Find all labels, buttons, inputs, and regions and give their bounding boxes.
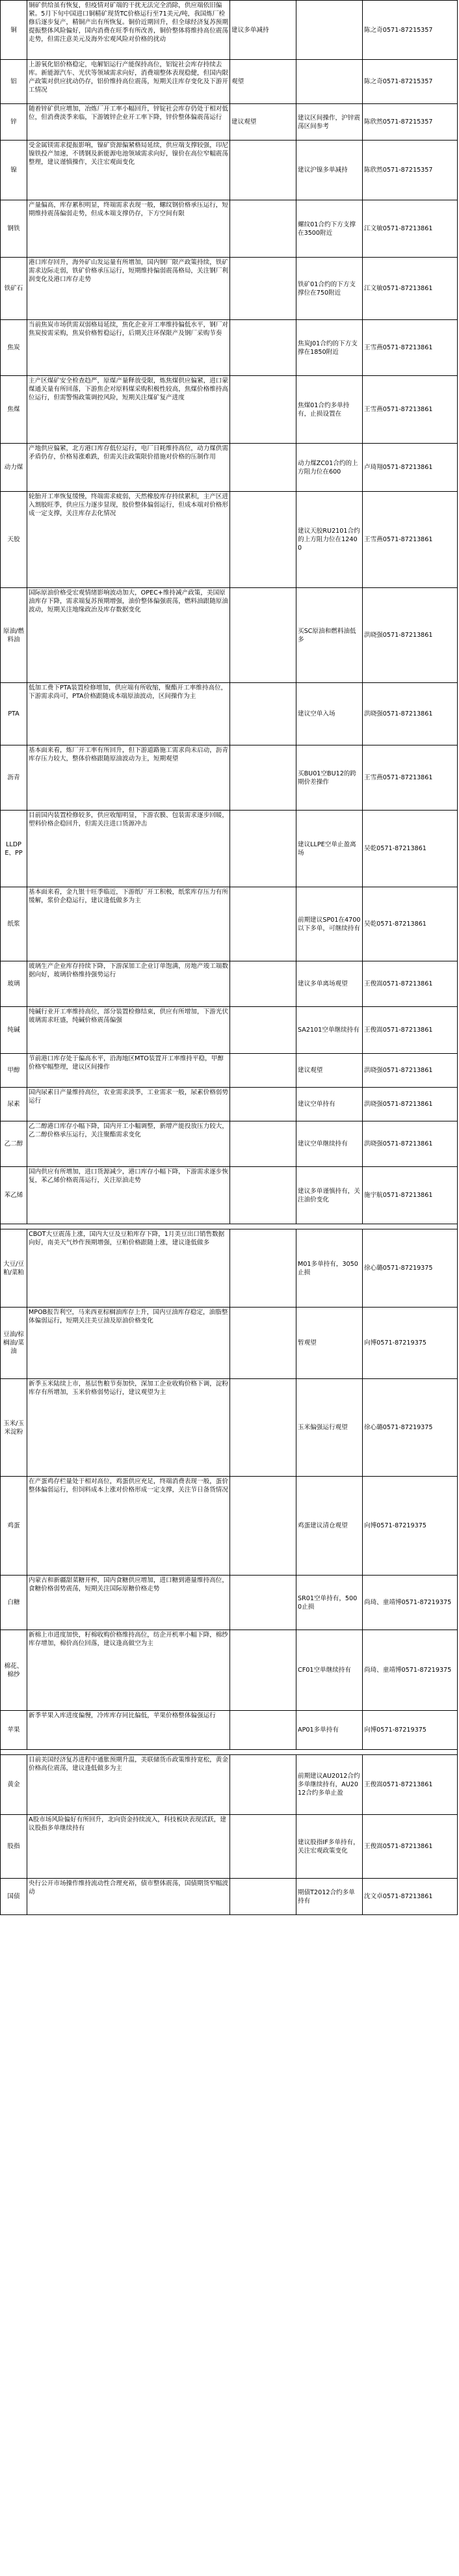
view-cell — [230, 1308, 296, 1379]
contact-cell — [363, 1308, 458, 1379]
cell-text: 尚琦、童靖博0571-87219375 — [364, 1667, 452, 1674]
cell-text: 焦煤 — [7, 406, 20, 413]
view-cell — [230, 745, 296, 811]
cell-text: 随着锌矿供应增加，冶炼厂开工率小幅回升，锌锭社会库存仍处于相对低位，但消费淡季来临，下游镀锌企业开工率下降，锌价整体偏震荡运行 — [29, 105, 228, 121]
remark-cell — [296, 320, 363, 376]
cell-text: 主产区煤矿安全检查趋严，原煤产量释放受限，炼焦煤供应偏紧，进口蒙煤通关量有所回落，下游焦企对原料煤采购积极性较高，焦煤价格维持高位运行，但需警惕政策调控风险，短期关注煤矿复产进度 — [29, 377, 228, 401]
cell-text: 吴乾0571-87213861 — [364, 920, 426, 928]
analysis-cell — [27, 1088, 230, 1121]
cell-text: 买BU01空BU12的跨期价差操作 — [298, 770, 356, 786]
cell-text: 锌 — [10, 118, 17, 126]
remark-cell — [296, 492, 363, 588]
cell-text: 玉米偏强运行观望 — [298, 1424, 348, 1431]
cell-text: 买SC原油和燃料油低多 — [298, 627, 356, 643]
cell-text: 铜矿供给虽有恢复，但疫情对矿端的干扰无法完全消除，供应端依旧偏紧。5月下旬中国进口铜精矿现货TC价格运行至71美元/吨，我国炼厂检修后逐步复产，精铜产出有所恢复。铜价近期回升，但全球经济复苏预期提振整体风险偏好，国内消费在旺季有所改善，铜价整体将维持高位震荡走势，但需注意美元及海外宏观风险对价格的扰动 — [29, 2, 228, 43]
contact-cell — [363, 1879, 458, 1915]
cell-text: 铜 — [10, 26, 17, 34]
cell-text: 向博0571-87219375 — [364, 1522, 426, 1529]
cell-text: 甲醇 — [7, 1067, 20, 1074]
cell-text: 内蒙古和新疆甜菜糖开榨，国内食糖供应增加，进口糖到港量维持高位，食糖价格弱势震荡，短期关注国际原糖价格走势 — [29, 1577, 228, 1592]
cell-text: 纸浆 — [7, 920, 20, 928]
remark-cell — [296, 683, 363, 745]
contact-cell — [363, 1054, 458, 1088]
contact-cell — [363, 1121, 458, 1167]
cell-text: 受金属镁需求提振影响，镍矿资源偏紧格局延续，供应端支撑较强，印尼镍铁投产加速，不锈钢及新能源电池领域需求向好，镍价在高位窄幅震荡整理，建议谨慎操作，关注宏观面变化 — [29, 142, 228, 166]
view-cell — [230, 1054, 296, 1088]
contact-cell — [363, 1630, 458, 1711]
analysis-cell — [27, 1308, 230, 1379]
analysis-cell — [27, 1815, 230, 1879]
view-cell — [230, 200, 296, 258]
analysis-cell — [27, 492, 230, 588]
remark-cell — [296, 1815, 363, 1879]
commodity-cell — [0, 1054, 27, 1088]
commodity-cell — [0, 588, 27, 683]
commodity-cell — [0, 1630, 27, 1711]
cell-text: SR01空单持有，5000止损 — [298, 1594, 358, 1611]
commodity-cell — [0, 1711, 27, 1750]
commodity-cell — [0, 683, 27, 745]
cell-text: 沥青 — [7, 774, 20, 781]
cell-text: 目前国内装置检修较多，供应收缩明显，下游农膜、包装需求逐步回暖，塑料价格企稳回升，但需关注进口货源冲击 — [29, 812, 228, 827]
cell-text: 产地供应偏紧，北方港口库存低位运行，电厂日耗维持高位，动力煤供需矛盾仍存，价格易涨难跌，但需关注政策限价措施对价格的压制作用 — [29, 445, 228, 461]
commodity-cell — [0, 1576, 27, 1630]
cell-text: 铝 — [10, 78, 17, 85]
contact-cell — [363, 1477, 458, 1576]
cell-text: 新季苹果入库进度偏慢，冷库库存同比偏低，苹果价格整体偏强运行 — [29, 1712, 216, 1719]
cell-text: 建议空单入场 — [298, 710, 335, 718]
contact-cell — [363, 376, 458, 444]
commodity-cell — [0, 811, 27, 887]
analysis-cell — [27, 1477, 230, 1576]
contact-cell — [363, 1379, 458, 1477]
view-cell — [230, 1879, 296, 1915]
remark-cell — [296, 811, 363, 887]
cell-text: 在产蛋鸡存栏量处于相对高位，鸡蛋供应充足，终端消费表现一般，蛋价整体偏弱运行，但饲料成本上涨对价格形成一定支撑，关注节日备货情况 — [29, 1478, 228, 1494]
view-cell — [230, 376, 296, 444]
commodity-cell — [0, 1477, 27, 1576]
cell-text: 焦炭 — [7, 344, 20, 351]
cell-text: 国债 — [7, 1893, 20, 1900]
analysis-cell — [27, 887, 230, 961]
commodity-cell — [0, 492, 27, 588]
cell-text: 苯乙烯 — [4, 1192, 23, 1199]
remark-cell — [296, 961, 363, 1007]
commodity-cell — [0, 1007, 27, 1054]
commodity-cell — [0, 60, 27, 104]
remark-cell — [296, 141, 363, 200]
cell-text: 王雪燕0571-87213861 — [364, 344, 433, 351]
cell-text: 王俊嵩0571-87213861 — [364, 1026, 433, 1034]
analysis-cell — [27, 588, 230, 683]
view-cell — [230, 1576, 296, 1630]
cell-text: 铁矿01合约的下方支撑位在750附近 — [298, 280, 356, 297]
contact-cell — [363, 1167, 458, 1224]
view-cell — [230, 0, 296, 60]
view-cell — [230, 60, 296, 104]
contact-cell — [363, 887, 458, 961]
remark-cell — [296, 1379, 363, 1477]
view-cell — [230, 588, 296, 683]
remark-cell — [296, 376, 363, 444]
view-cell — [230, 1229, 296, 1308]
remark-cell — [296, 1167, 363, 1224]
cell-text: 乙二醇港口库存小幅下降，国内开工小幅调整，新增产能投放压力较大，乙二醇价格承压运行，关注聚酯需求变化 — [29, 1123, 228, 1138]
cell-text: 尚琦、童靖博0571-87219375 — [364, 1599, 452, 1606]
commodity-cell — [0, 1121, 27, 1167]
view-cell — [230, 320, 296, 376]
cell-text: 洪晓强0571-87213861 — [364, 1140, 433, 1147]
cell-text: 洪晓强0571-87213861 — [364, 1067, 433, 1074]
cell-text: 国内供应有所增加，进口货源减少，港口库存小幅下降，下游需求逐步恢复，苯乙烯价格震荡运行，关注原油走势 — [29, 1168, 228, 1184]
cell-text: 当前焦炭市场供需双弱格局延续，焦化企业开工率维持偏低水平，钢厂对焦炭按需采购，焦炭价格暂稳运行，后期关注环保限产及钢厂采购节奏 — [29, 321, 228, 337]
commodity-cell — [0, 258, 27, 320]
view-cell — [230, 1121, 296, 1167]
cell-text: 向博0571-87219375 — [364, 1339, 426, 1347]
analysis-cell — [27, 1576, 230, 1630]
cell-text: 节前港口库存处于偏高水平，沿海地区MTO装置开工率维持平稳，甲醇价格窄幅整理，建议区间操作 — [29, 1055, 224, 1071]
view-cell — [230, 1711, 296, 1750]
cell-text: CBOT大豆震荡上涨，国内大豆及豆粕库存下降，1月美豆出口销售数据向好，南美天气炒作预期增强，豆粕价格跟随上涨，建议逢低做多 — [29, 1231, 225, 1246]
cell-text: 建议多单谨慎持有，关注油价变化 — [298, 1187, 360, 1203]
cell-text: 陈欣然0571-87215357 — [364, 167, 433, 174]
cell-text: 建议空单持有 — [298, 1101, 335, 1108]
view-cell — [230, 1815, 296, 1879]
cell-text: 建议观望 — [298, 1067, 323, 1074]
cell-text: 大豆/豆粕/菜粕 — [3, 1260, 24, 1276]
analysis-cell — [27, 1229, 230, 1308]
remark-cell — [296, 1711, 363, 1750]
cell-text: 上游氧化铝价格稳定，电解铝运行产能保持高位，铝锭社会库存持续去库。新能源汽车、光伏等领域需求向好，消费端整体表现稳健，但国内限产政策对供应扰动仍存，铝价维持高位震荡，短期关注库存变化及下游开工情况 — [29, 61, 228, 94]
commodity-cell — [0, 961, 27, 1007]
remark-cell — [296, 1007, 363, 1054]
analysis-cell — [27, 683, 230, 745]
cell-text: 建议观望 — [231, 118, 257, 126]
cell-text: 央行公开市场操作维持流动性合理充裕，债市整体震荡，国债期货窄幅波动 — [29, 1880, 228, 1896]
contact-cell — [363, 444, 458, 492]
cell-text: SA2101空单继续持有 — [298, 1026, 360, 1034]
view-cell — [230, 1477, 296, 1576]
view-cell — [230, 444, 296, 492]
cell-text: 陈之奇0571-87215357 — [364, 26, 433, 34]
section-separator — [0, 1224, 458, 1229]
remark-cell — [296, 1054, 363, 1088]
commodity-cell — [0, 141, 27, 200]
cell-text: 期债T2012合约多单持有 — [298, 1888, 355, 1905]
cell-text: MPOB报告利空，马来西亚棕榈油库存上升，国内豆油库存稳定，油脂整体偏弱运行，短期关注美豆油及原油价格变化 — [29, 1309, 228, 1324]
cell-text: 动力煤ZC01合约的上方阻力位在600 — [298, 459, 358, 476]
view-cell — [230, 1088, 296, 1121]
cell-text: 尿素 — [7, 1101, 20, 1108]
analysis-cell — [27, 1054, 230, 1088]
view-cell — [230, 1630, 296, 1711]
view-cell — [230, 492, 296, 588]
remark-cell — [296, 200, 363, 258]
contact-cell — [363, 1088, 458, 1121]
contact-cell — [363, 683, 458, 745]
view-cell — [230, 1167, 296, 1224]
analysis-cell — [27, 376, 230, 444]
cell-text: 卢琦翔0571-87213861 — [364, 464, 433, 471]
cell-text: 王俊嵩0571-87213861 — [364, 980, 433, 987]
cell-text: 向博0571-87219375 — [364, 1726, 426, 1734]
cell-text: 徐心璐0571-87219375 — [364, 1265, 433, 1272]
cell-text: 陈之奇0571-87215357 — [364, 78, 433, 85]
cell-text: 焦炭J01合约的下方支撑在1850附近 — [298, 340, 358, 356]
contact-cell — [363, 1576, 458, 1630]
contact-cell — [363, 745, 458, 811]
cell-text: 建议LLPE空单止盈离场 — [298, 840, 356, 857]
commodity-cell — [0, 1088, 27, 1121]
contact-cell — [363, 961, 458, 1007]
remark-cell — [296, 588, 363, 683]
analysis-cell — [27, 961, 230, 1007]
contact-cell — [363, 1755, 458, 1815]
commodity-cell — [0, 0, 27, 60]
cell-text: 产量偏高，库存累积明显，终端需求表现一般，螺纹钢价格承压运行，短期维持震荡偏弱走势，但成本端支撑仍存，下方空间有限 — [29, 202, 228, 217]
cell-text: 陈欣然0571-87215357 — [364, 118, 433, 126]
remark-cell — [296, 1229, 363, 1308]
cell-text: 铁矿石 — [4, 285, 23, 292]
remark-cell — [296, 1630, 363, 1711]
view-cell — [230, 961, 296, 1007]
cell-text: 白糖 — [7, 1599, 20, 1606]
analysis-cell — [27, 320, 230, 376]
contact-cell — [363, 1815, 458, 1879]
analysis-cell — [27, 141, 230, 200]
cell-text: 玻璃 — [7, 980, 20, 987]
remark-cell — [296, 1755, 363, 1815]
cell-text: 洪晓强0571-87213861 — [364, 632, 433, 639]
contact-cell — [363, 588, 458, 683]
cell-text: 洪晓强0571-87213861 — [364, 1101, 433, 1108]
contact-cell — [363, 258, 458, 320]
cell-text: 乙二醇 — [4, 1140, 23, 1147]
contact-cell — [363, 492, 458, 588]
remark-cell — [296, 60, 363, 104]
cell-text: 天胶 — [7, 536, 20, 543]
cell-text: 鸡蛋 — [7, 1522, 20, 1529]
cell-text: 新棉上市进度加快，籽棉收购价格维持高位，纺企开机率小幅下降，棉纱库存增加，棉价高位回落，建议逢高做空为主 — [29, 1631, 228, 1647]
cell-text: 建议多单减持 — [231, 26, 269, 34]
analysis-cell — [27, 1007, 230, 1054]
commodity-cell — [0, 1229, 27, 1308]
cell-text: 王雪燕0571-87213861 — [364, 774, 433, 781]
cell-text: 国内尿素日产量维持高位，农业需求淡季，工业需求一般，尿素价格弱势运行 — [29, 1089, 228, 1105]
cell-text: 股指 — [7, 1843, 20, 1850]
commodity-cell — [0, 1879, 27, 1915]
cell-text: 镍 — [10, 167, 17, 174]
cell-text: 建议多单离场观望 — [298, 980, 348, 987]
analysis-cell — [27, 1711, 230, 1750]
cell-text: 玉米/玉米淀粉 — [3, 1419, 24, 1436]
analysis-cell — [27, 1121, 230, 1167]
cell-text: 江文敏0571-87213861 — [364, 285, 433, 292]
section-separator — [0, 1750, 458, 1755]
analysis-cell — [27, 1755, 230, 1815]
commodity-cell — [0, 320, 27, 376]
cell-text: A股市场风险偏好有所回升，北向资金持续流入，科技板块表现活跃，建议股指多单继续持有 — [29, 1816, 226, 1832]
view-cell — [230, 104, 296, 141]
cell-text: 基本面来看，炼厂开工率有所回升，但下游道路施工需求尚未启动，沥青库存压力较大，整体价格跟随原油波动为主，短期观望 — [29, 747, 228, 762]
cell-text: 王俊嵩0571-87213861 — [364, 1843, 433, 1850]
cell-text: 吴乾0571-87213861 — [364, 845, 426, 852]
cell-text: 建议股指IF多单持有，关注宏观政策变化 — [298, 1838, 360, 1855]
contact-cell — [363, 320, 458, 376]
cell-text: M01多单持有，3050止损 — [298, 1260, 358, 1276]
contact-cell — [363, 1007, 458, 1054]
contact-cell — [363, 0, 458, 60]
cell-text: 动力煤 — [4, 464, 23, 471]
remark-cell — [296, 1477, 363, 1576]
cell-text: 暂观望 — [298, 1339, 317, 1347]
contact-cell — [363, 811, 458, 887]
view-cell — [230, 141, 296, 200]
cell-text: 基本面来看，金九银十旺季临近，下游纸厂开工积极，纸浆库存压力有所缓解，浆价企稳运行，建议逢低做多为主 — [29, 889, 228, 904]
cell-text: 苹果 — [7, 1726, 20, 1734]
analysis-cell — [27, 200, 230, 258]
cell-text: 轮胎开工率恢复缓慢，终端需求疲弱，天然橡胶库存持续累积，主产区进入割胶旺季，供应压力逐步显现，胶价整体偏弱运行，但成本端对价格形成一定支撑，关注库存去化情况 — [29, 493, 228, 517]
remark-cell — [296, 1121, 363, 1167]
analysis-cell — [27, 0, 230, 60]
contact-cell — [363, 141, 458, 200]
cell-text: 焦煤01合约多单持有，止损设置在 — [298, 401, 350, 418]
cell-text: 王雪燕0571-87213861 — [364, 536, 433, 543]
view-cell — [230, 1007, 296, 1054]
cell-text: 玻璃生产企业库存持续下降，下游深加工企业订单饱满，房地产竣工端数据向好，玻璃价格维持强势运行 — [29, 963, 228, 978]
cell-text: 低加工费下PTA装置检修增加，供应端有所收缩，聚酯开工率维持高位，下游需求尚可，PTA价格跟随成本端原油波动，区间操作为主 — [29, 684, 228, 700]
cell-text: 沈文卓0571-87213861 — [364, 1893, 433, 1900]
analysis-cell — [27, 1879, 230, 1915]
analysis-cell — [27, 444, 230, 492]
commodity-cell — [0, 745, 27, 811]
commodity-cell — [0, 1379, 27, 1477]
analysis-cell — [27, 60, 230, 104]
cell-text: AP01多单持有 — [298, 1726, 339, 1734]
cell-text: CF01空单继续持有 — [298, 1667, 351, 1674]
commodity-cell — [0, 444, 27, 492]
analysis-cell — [27, 811, 230, 887]
commodity-cell — [0, 200, 27, 258]
analysis-cell — [27, 104, 230, 141]
cell-text: 徐心璐0571-87219375 — [364, 1424, 433, 1431]
remark-cell — [296, 1088, 363, 1121]
cell-text: 施宇航0571-87213861 — [364, 1192, 433, 1199]
cell-text: 钢铁 — [7, 225, 20, 232]
remark-cell — [296, 1308, 363, 1379]
cell-text: 前期建议SP01在4700以下多单，可继续持有 — [298, 916, 361, 932]
cell-text: 前期建议AU2012合约多单继续持有，AU2012合约多单止盈 — [298, 1773, 360, 1797]
cell-text: 鸡蛋建议清仓观望 — [298, 1522, 348, 1529]
commodity-cell — [0, 1815, 27, 1879]
analysis-cell — [27, 258, 230, 320]
cell-text: 建议沪镍多单减持 — [298, 167, 348, 174]
cell-text: 豆油/棕榈油/菜油 — [3, 1331, 24, 1355]
cell-text: 黄金 — [7, 1781, 20, 1788]
cell-text: 建议天胶RU2101合约的上方阻力位在12400 — [298, 528, 360, 552]
view-cell — [230, 258, 296, 320]
cell-text: 观望 — [231, 78, 244, 85]
remark-cell — [296, 887, 363, 961]
remark-cell — [296, 444, 363, 492]
cell-text: 新季玉米陆续上市，基层售粮节奏加快，深加工企业收购价格下调，淀粉库存有所增加，玉米价格弱势运行，建议观望为主 — [29, 1380, 228, 1396]
view-cell — [230, 1379, 296, 1477]
commodity-cell — [0, 1755, 27, 1815]
contact-cell — [363, 1711, 458, 1750]
cell-text: 纯碱行业开工率维持高位，部分装置检修结束，供应有所增加，下游光伏玻璃需求旺盛，纯碱价格震荡偏强 — [29, 1008, 228, 1024]
cell-text: 王雪燕0571-87213861 — [364, 406, 433, 413]
remark-cell — [296, 104, 363, 141]
contact-cell — [363, 200, 458, 258]
view-cell — [230, 683, 296, 745]
remark-cell — [296, 258, 363, 320]
cell-text: 原油/燃料油 — [3, 627, 24, 643]
cell-text: 螺纹01合约下方支撑在3500附近 — [298, 221, 356, 237]
analysis-cell — [27, 1379, 230, 1477]
view-cell — [230, 887, 296, 961]
cell-text: 江文敏0571-87213861 — [364, 225, 433, 232]
cell-text: 目前美国经济复苏进程中通胀预期升温，美联储货币政策维持宽松，黄金价格高位震荡，建议逢低做多为主 — [29, 1756, 228, 1772]
analysis-cell — [27, 745, 230, 811]
view-cell — [230, 811, 296, 887]
analysis-cell — [27, 1167, 230, 1224]
cell-text: 建议区间操作，沪锌震荡区间参考 — [298, 114, 360, 130]
remark-cell — [296, 1576, 363, 1630]
remark-cell — [296, 1879, 363, 1915]
cell-text: 洪晓强0571-87213861 — [364, 710, 433, 718]
cell-text: 港口库存回升，海外矿山发运量有所增加，国内钢厂限产政策持续，铁矿需求边际走弱，铁矿价格承压运行，短期维持偏弱震荡格局，关注钢厂利润变化及港口库存走势 — [29, 259, 228, 283]
commodity-cell — [0, 1167, 27, 1224]
remark-cell — [296, 745, 363, 811]
cell-text: PTA — [8, 710, 20, 718]
contact-cell — [363, 60, 458, 104]
contact-cell — [363, 104, 458, 141]
commodity-cell — [0, 887, 27, 961]
cell-text: LLDPE、PP — [5, 840, 23, 857]
view-cell — [230, 1755, 296, 1815]
contact-cell — [363, 1229, 458, 1308]
cell-text: 建议空单继续持有 — [298, 1140, 348, 1147]
remark-cell — [296, 0, 363, 60]
analysis-cell — [27, 1630, 230, 1711]
cell-text: 纯碱 — [7, 1026, 20, 1034]
cell-text: 棉花、棉纱 — [4, 1662, 23, 1678]
commodity-cell — [0, 104, 27, 141]
commodity-cell — [0, 1308, 27, 1379]
commodity-cell — [0, 376, 27, 444]
cell-text: 王俊嵩0571-87213861 — [364, 1781, 433, 1788]
cell-text: 国际原油价格受宏观情绪影响波动加大，OPEC+维持减产政策，美国原油库存下降，需求端复苏预期增强，油价整体偏强震荡，燃料油跟随原油波动，短期关注地缘政治及库存数据变化 — [29, 589, 228, 613]
